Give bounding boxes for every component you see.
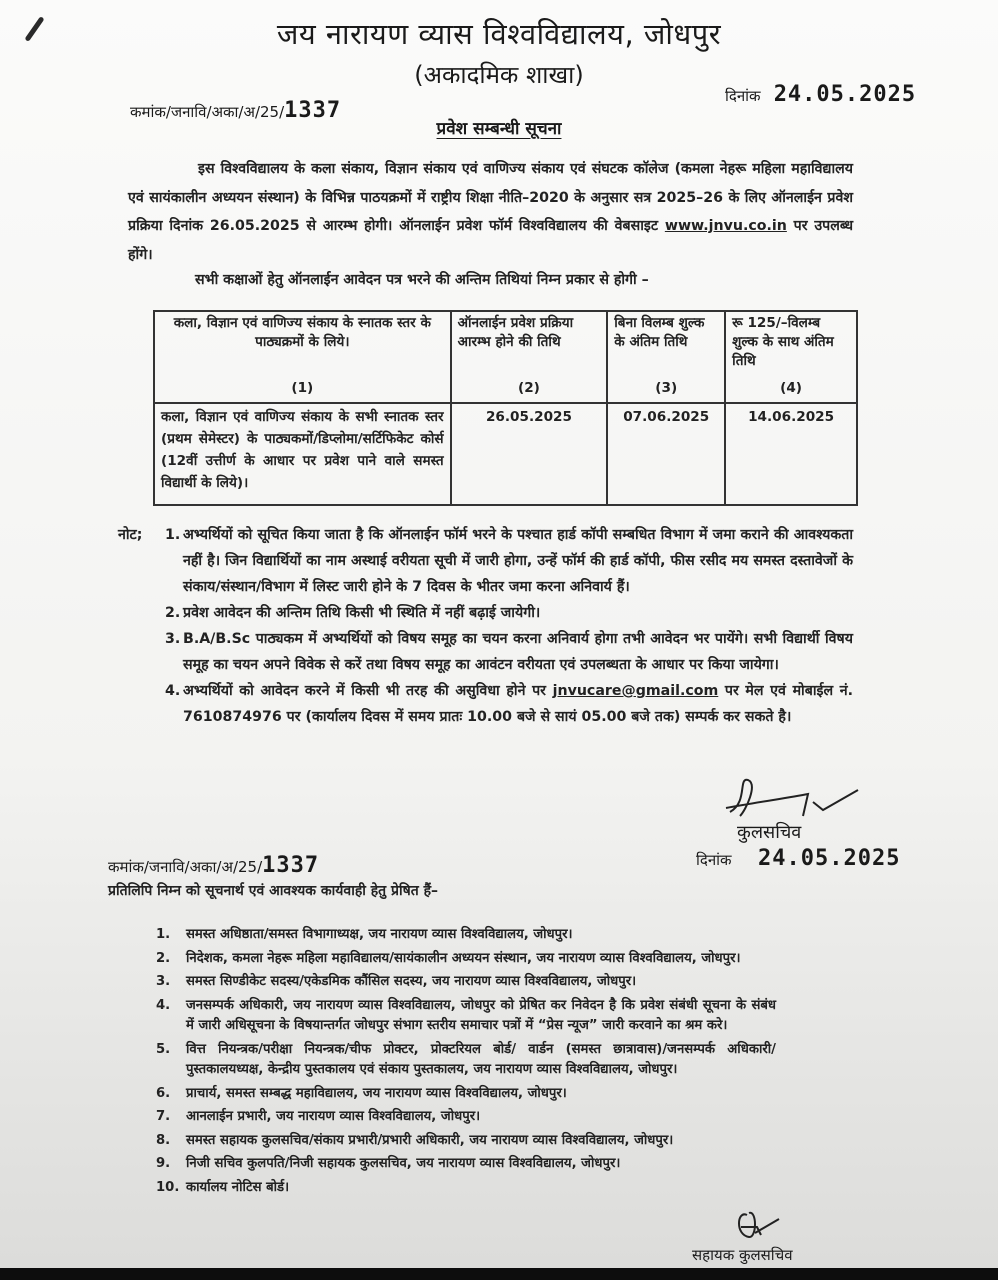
list-item — [156, 1107, 776, 1128]
item-number: 6. — [156, 1085, 171, 1101]
header-label: ऑनलाईन प्रवेश प्रक्रिया आरम्भ होने की तिथि — [457, 315, 574, 350]
reference-handwritten-number: 1337 — [262, 853, 320, 878]
registrar-title: कुलसचिव — [737, 822, 802, 843]
note-item — [118, 522, 853, 600]
note-item — [118, 678, 853, 730]
table-header-start-date — [451, 311, 608, 403]
website-link[interactable]: www.jnvu.co.in — [664, 218, 787, 234]
late-fee-date-cell: 14.06.2025 — [725, 403, 857, 505]
table-row — [154, 403, 857, 505]
notes-label: नोट; — [118, 527, 143, 543]
signature-date-label: दिनांक — [696, 851, 732, 869]
notice-heading — [0, 116, 998, 139]
note-text — [165, 678, 853, 730]
issue-date — [725, 82, 916, 107]
column-number: (1) — [291, 380, 314, 396]
course-cell: कला, विज्ञान एवं वाणिज्य संकाय के सभी स्नातक स्तर (प्रथम सेमेस्टर) के पाठ्यकमों/डिप्लोमा/सर्टिफिकेट कोर्स (12वीं उत्तीर्ण के आधार पर प्रवेश पाने वाले समस्त विद्यार्थी के लिये)। — [154, 403, 451, 505]
university-title: जय नारायण व्यास विश्वविद्यालय, जोधपुर — [276, 17, 722, 51]
item-number: 9. — [156, 1156, 171, 1171]
note-text-part: अभ्यर्थियों को आवेदन करने में किसी भी तरह की असुविधा होने पर — [183, 683, 553, 699]
header-label: रू 125/–विलम्ब शुल्क के साथ अंतिम तिथि — [732, 315, 834, 369]
list-item — [156, 996, 776, 1037]
note-item — [118, 600, 853, 626]
item-text: समस्त अधिष्ठाता/समस्त विभागाध्यक्ष, जय नारायण व्यास विश्वविद्यालय, जोधपुर। — [186, 927, 573, 942]
item-text: निदेशक, कमला नेहरू महिला महाविद्यालय/सायंकालीन अध्ययन संस्थान, जय नारायण व्यास विश्वविद्यालय, जोधपुर। — [186, 950, 741, 966]
list-item — [156, 1084, 776, 1105]
column-number: (2) — [518, 380, 540, 396]
item-number: 7. — [156, 1109, 171, 1124]
item-number: 5. — [156, 1041, 171, 1057]
table-header-last-date — [607, 311, 725, 403]
email-link[interactable]: jnvucare@gmail.com — [552, 683, 719, 699]
table-header-course — [154, 311, 451, 403]
item-text: कार्यालय नोटिस बोर्ड। — [186, 1179, 290, 1195]
item-number: 4. — [156, 997, 171, 1013]
item-text: समस्त सिण्डीकेट सदस्य/एकेडमिक कौंसिल सदस्य, जय नारायण व्यास विश्वविद्यालय, जोधपुर। — [186, 974, 637, 989]
admission-dates-table — [153, 310, 858, 506]
intro-text: इस विश्वविद्यालय के कला संकाय, विज्ञान संकाय एवं वाणिज्य संकाय एवं संघटक कॉलेज (कमला नेहरू महिला महाविद्यालय एवं सायंकालीन अध्ययन संस्थान) के विभिन्न पाठयक्रमों में राष्ट्रीय शिक्षा नीति–2020 के अनुसार सत्र 2025–26 के लिए ऑनलाईन प्रवेश प्रक्रिया दिनांक 26.05.2025 से आरम्भ होगी। ऑनलाईन प्रवेश फॉर्म विश्वविद्यालय की वेबसाइट — [128, 161, 853, 234]
item-text: प्राचार्य, समस्त सम्बद्ध महाविद्यालय, जय नारायण व्यास विश्वविद्यालय, जोधपुर। — [186, 1085, 567, 1101]
note-text: अभ्यर्थियों को सूचित किया जाता है कि ऑनलाईन फॉर्म भरने के पश्चात हार्ड कॉपी सम्बधित विभाग में जमा कराने की आवश्यकता नहीं है। जिन विद्यार्थियों का नाम अस्थाई वरीयता सूची में जारी होगा, उन्हें फॉर्म की हार्ड कॉपी, फीस रसीद मय समस्त दस्तावेजों के संकाय/संस्थान/विभाग में लिस्ट जारी होने के 7 दिवस के भीतर जमा करना अनिवार्य हैं। — [183, 527, 853, 595]
note-text: प्रवेश आवेदन की अन्तिम तिथि किसी भी स्थिति में नहीं बढ़ाई जायेगी। — [183, 605, 541, 621]
note-number: 4. — [165, 683, 181, 699]
assistant-registrar-signature-icon — [727, 1205, 787, 1245]
item-number: 1. — [156, 927, 171, 942]
list-item — [156, 972, 776, 993]
item-text: जनसम्पर्क अधिकारी, जय नारायण व्यास विश्वविद्यालय, जोधपुर को प्रेषित कर निवेदन है कि प्रवेश संबंधी सूचना के संबंध में जारी अधिसूचना के विषयान्तर्गत जोधपुर संभाग स्तरीय समाचार पत्रों में “प्रेस न्यूज” जारी करवाने का श्रम करे। — [186, 997, 776, 1033]
notes-section — [118, 522, 853, 730]
item-text: वित्त नियन्त्रक/परीक्षा नियन्त्रक/चीफ प्रोक्टर, प्रोक्टरियल बोर्ड/ वार्डन (समस्त छात्रावास)/जनसम्पर्क अधिकारी/पुस्तकालयध्यक्ष, केन्द्रीय पुस्तकालय एवं संकाय पुस्तकालय, जय नारायण व्यास विश्वविद्यालय, जोधपुर। — [186, 1041, 776, 1077]
note-number: 1. — [165, 527, 181, 543]
table-header-late-fee-date — [725, 311, 857, 403]
list-item — [156, 1040, 776, 1081]
item-text: आनलाईन प्रभारी, जय नारायण व्यास विश्वविद्यालय, जोधपुर। — [186, 1109, 481, 1124]
note-item — [118, 626, 853, 678]
bottom-bar — [0, 1268, 998, 1280]
note-text: B.A/B.Sc पाठ्यकम में अभ्यर्थियों को विषय समूह का चयन करना अनिवार्य होगा तभी आवेदन भर पायेंगे। सभी विद्यार्थी विषय समूह का चयन अपने विवेक से करें तथा विषय समूह का आवंटन वरीयता एवं उपलब्धता के आधार पर किया जायेगा। — [183, 631, 853, 673]
reference-prefix: कमांक/जनावि/अका/अ/25/ — [130, 103, 285, 121]
list-item — [156, 1154, 776, 1175]
copy-reference-number — [108, 853, 319, 878]
deadlines-intro: सभी कक्षाओं हेतु ऑनलाईन आवेदन पत्र भरने की अन्तिम तिथियां निम्न प्रकार से होगी – — [195, 272, 649, 288]
list-item — [156, 949, 776, 970]
item-number: 10. — [156, 1179, 180, 1195]
notice-heading-text: प्रवेश सम्बन्धी सूचना — [436, 119, 562, 139]
date-label: दिनांक — [725, 87, 761, 105]
registrar-signature-icon — [718, 772, 878, 822]
reference-handwritten-number: 1337 — [284, 98, 342, 123]
intro-text-end: पर उपलब्ध होंगे। — [128, 218, 853, 263]
item-number: 3. — [156, 974, 171, 989]
list-item — [156, 1178, 776, 1199]
table-header-row — [154, 311, 857, 403]
note-text-part: पर मेल एवं मोबाईल नं. 7610874976 पर (कार्यालय दिवस में समय प्रातः 10.00 बजे से सायं 05.00 बजे तक) सम्पर्क कर सकते है। — [183, 683, 853, 725]
item-number: 2. — [156, 950, 171, 966]
column-number: (3) — [655, 380, 678, 396]
copy-intro: प्रतिलिपि निम्न को सूचनार्थ एवं आवश्यक कार्यवाही हेतु प्रेषित हैं– — [108, 883, 439, 899]
reference-prefix: कमांक/जनावि/अका/अ/25/ — [108, 858, 263, 876]
department-subtitle: (अकादमिक शाखा) — [414, 61, 584, 89]
item-text: निजी सचिव कुलपति/निजी सहायक कुलसचिव, जय नारायण व्यास विश्वविद्यालय, जोधपुर। — [186, 1156, 621, 1171]
header-label: बिना विलम्ब शुल्क के अंतिम तिथि — [614, 315, 705, 350]
note-number: 2. — [165, 605, 181, 621]
signature-date-value: 24.05.2025 — [758, 846, 901, 871]
date-value: 24.05.2025 — [773, 82, 917, 107]
distribution-list — [156, 925, 776, 1201]
item-text: समस्त सहायक कुलसचिव/संकाय प्रभारी/प्रभारी अधिकारी, जय नारायण व्यास विश्वविद्यालय, जोधपुर। — [186, 1132, 674, 1148]
list-item — [156, 925, 776, 946]
item-number: 8. — [156, 1132, 171, 1148]
list-item — [156, 1131, 776, 1152]
last-date-cell: 07.06.2025 — [607, 403, 725, 505]
header-label: कला, विज्ञान एवं वाणिज्य संकाय के स्नातक स्तर के पाठ्यक्रमों के लिये। — [173, 315, 431, 350]
start-date-cell: 26.05.2025 — [451, 403, 608, 505]
column-number: (4) — [780, 380, 803, 396]
note-number: 3. — [165, 631, 181, 647]
intro-paragraph — [128, 155, 853, 269]
assistant-registrar-title: सहायक कुलसचिव — [692, 1246, 793, 1264]
